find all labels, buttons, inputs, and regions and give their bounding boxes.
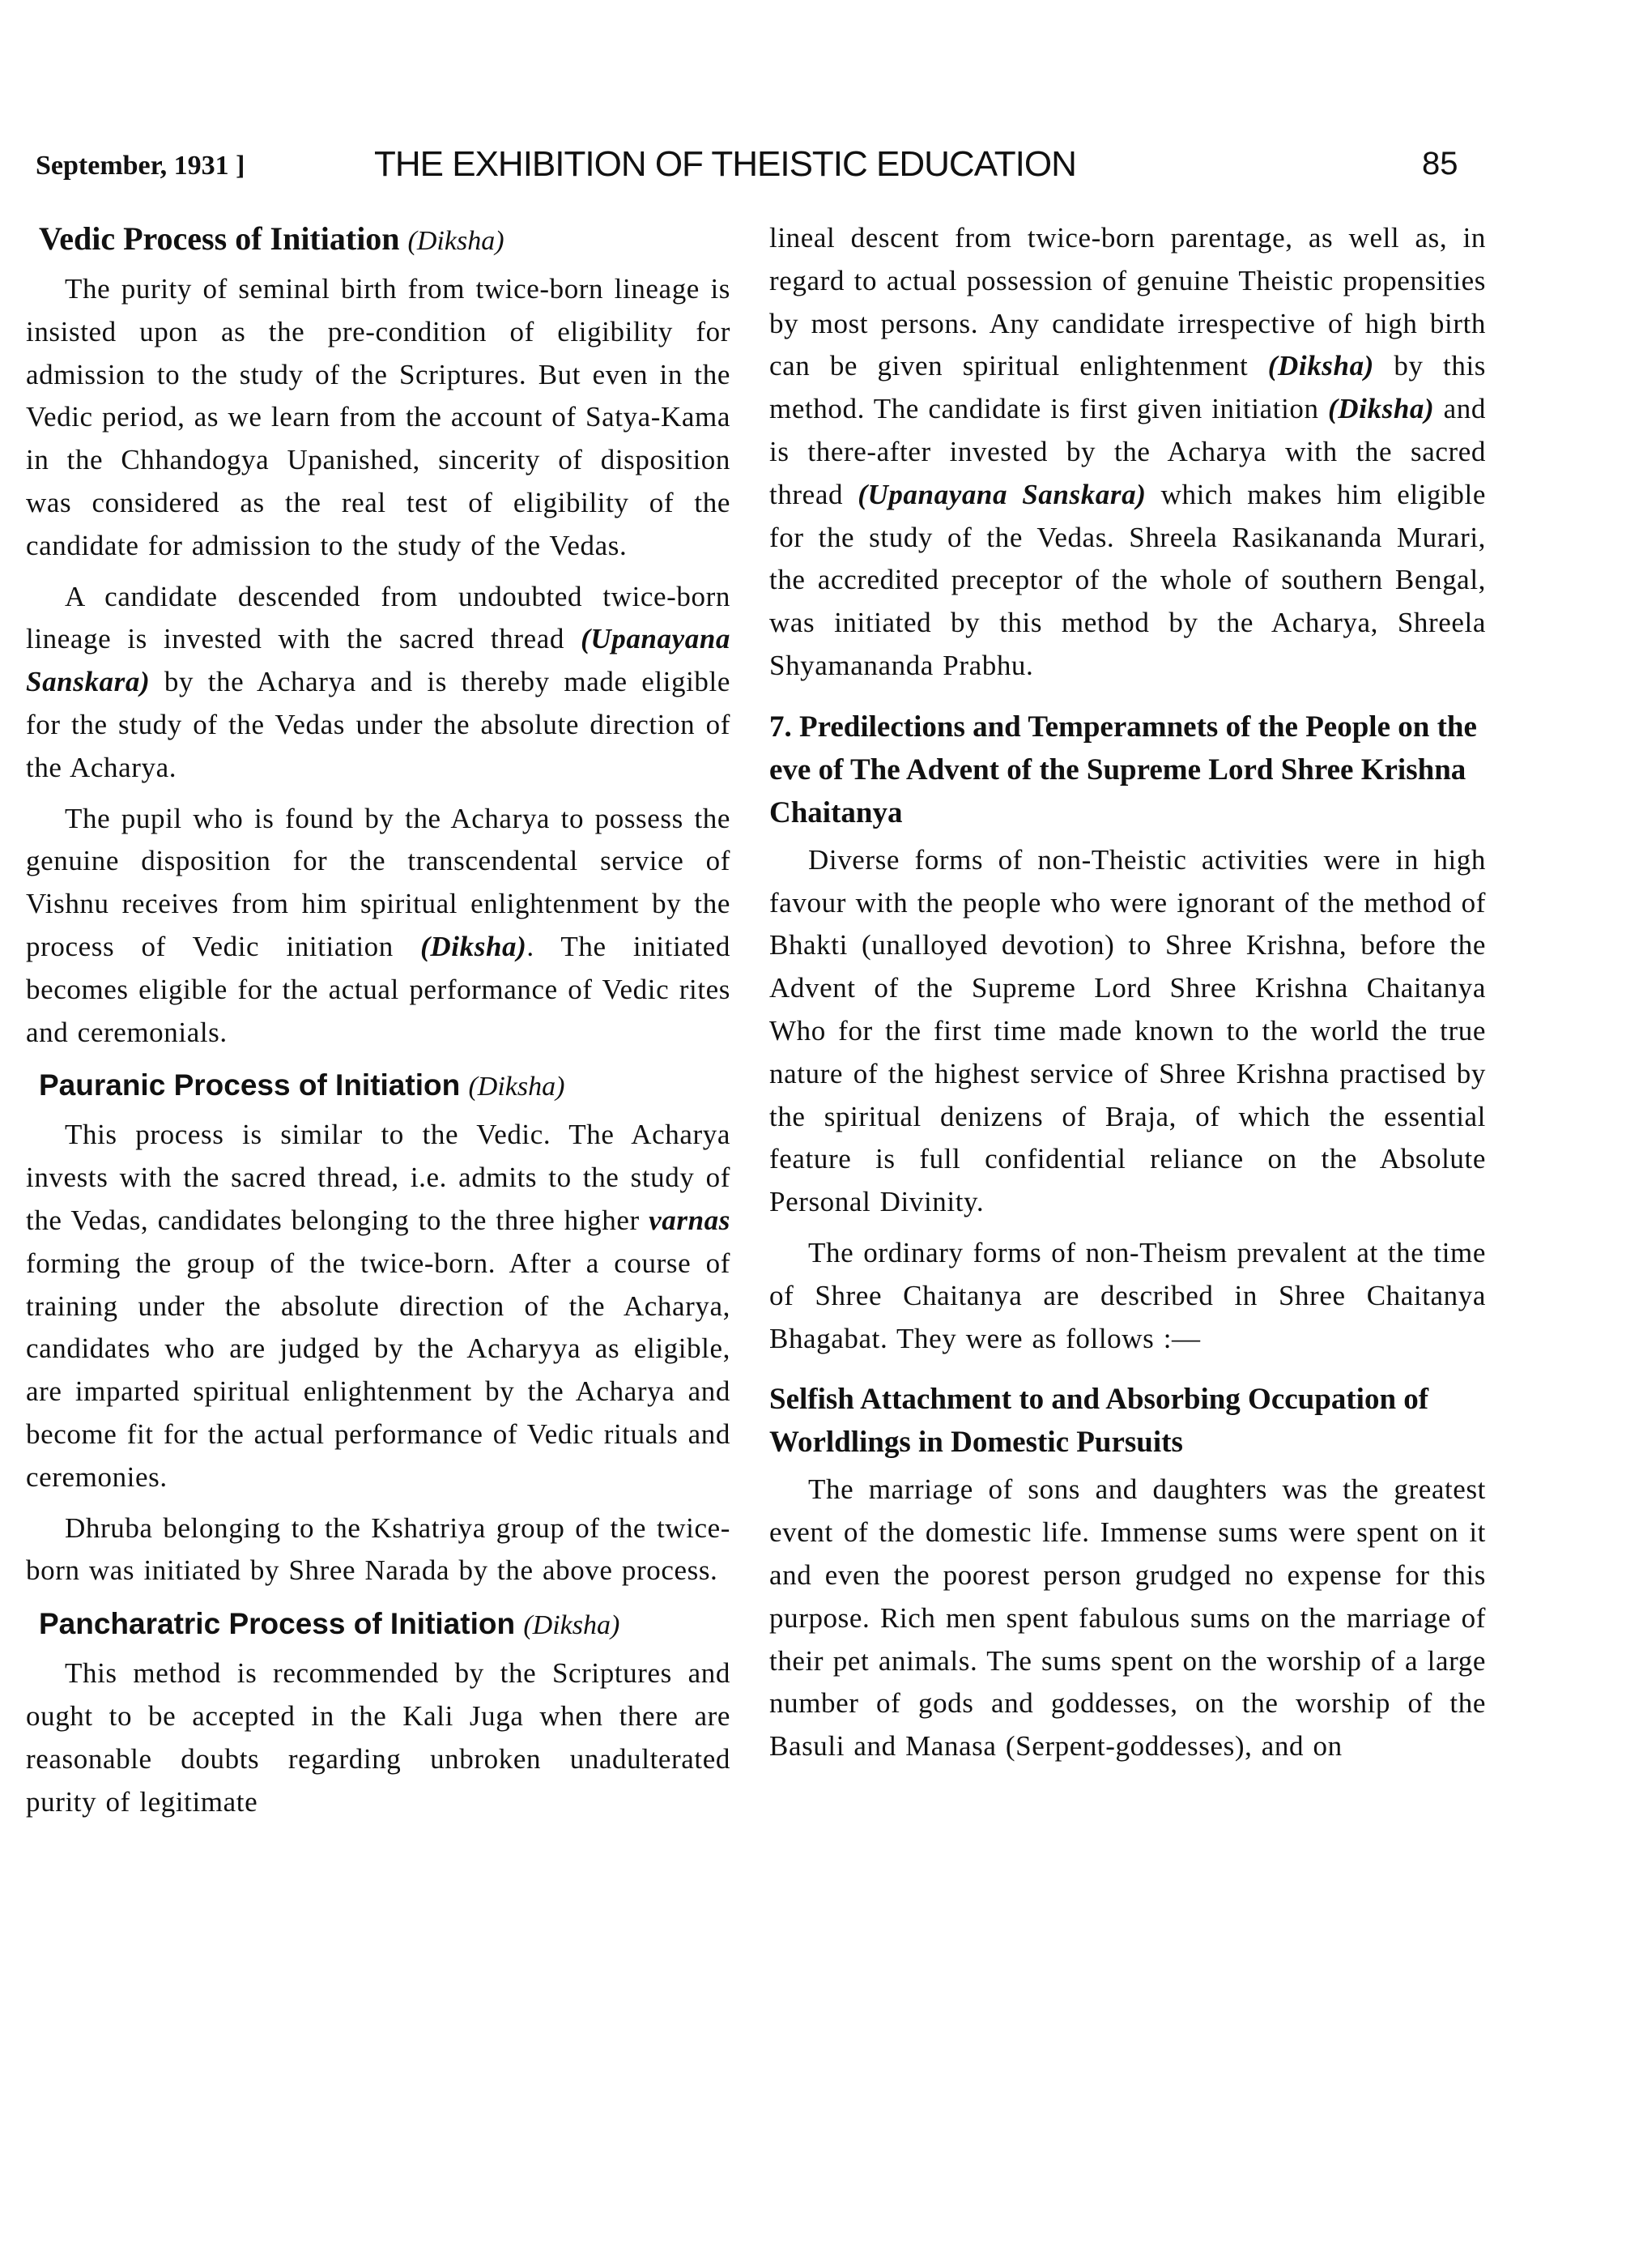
body-paragraph: [26, 576, 730, 790]
italic-term: (Diksha): [407, 226, 504, 256]
text-run: lineal descent from twice-born parentage, as well as, in regard to actual possession of genuine Theistic propensities by most persons. Any candidate irrespective of high birth can be given spiritual enlightenment: [769, 222, 1486, 382]
text-run: Selfish Attachment to and Absorbing Occupation of Worldlings in Domestic Pursuits: [769, 1383, 1429, 1460]
italic-term: (Upanayana Sanskara): [858, 478, 1147, 510]
text-run: Vedic Process of Initiation: [39, 220, 408, 257]
text-run: Pancharatric Process of Initiation: [39, 1607, 524, 1641]
text-run: 7. Predilections and Temperamnets of the People on the eve of The Advent of the Supreme Lord Shree Krishna Chaitanya: [769, 710, 1477, 829]
text-run: The pupil who is found by the Acharya to possess the genuine disposition for the transcendental service of Vishnu receives from him spiritual enlightenment by the process of Vedic initiation: [26, 802, 730, 962]
text-run: This process is similar to the Vedic. The Acharya invests with the sacred thread, i.e. admits to the study of the Vedas, candidates belonging to the three higher: [26, 1119, 730, 1236]
italic-term: (Diksha): [420, 930, 527, 962]
text-run: Diverse forms of non-Theistic activities were in high favour with the people who were ignorant of the method of Bhakti (unalloyed devotion) to Shree Krishna, before the Advent of the Supreme Lord Shree Krishna Chaitanya Who for the first time made known to the world the true nature of the highest service of Shree Krishna practised by the spiritual denizens of Braja, of which the essential feature is full confidential reliance on the Absolute Personal Divinity.: [769, 843, 1486, 1218]
running-title: THE EXHIBITION OF THEISTIC EDUCATION: [374, 144, 1076, 184]
section-heading: [769, 706, 1486, 834]
left-column: [26, 217, 730, 1831]
page-number: 85: [1422, 146, 1458, 181]
text-run: The purity of seminal birth from twice-born lineage is insisted upon as the pre-condition of eligibility for admission to the study of the Scriptures. But even in the Vedic period, as we learn from the account of Satya-Kama in the Chhandogya Upanished, sincerity of disposition was considered as the real test of eligibility of the candidate for admission to the study of the Vedas.: [26, 273, 730, 561]
text-run: by the Acharya and is thereby made eligible for the study of the Vedas under the absolute direction of the Acharya.: [26, 666, 730, 783]
section-heading: [26, 217, 730, 263]
issue-date: September, 1931 ]: [36, 151, 245, 181]
italic-term: (Diksha): [1267, 350, 1374, 382]
italic-term: varnas: [649, 1204, 730, 1236]
body-paragraph: [769, 1469, 1486, 1768]
text-run: by this method. The candidate is first given initiation: [769, 350, 1486, 425]
text-run: Pauranic Process of Initiation: [39, 1068, 469, 1102]
text-run: Dhruba belonging to the Kshatriya group of the twice-born was initiated by Shree Narada by the above process.: [26, 1511, 730, 1587]
body-paragraph: [26, 1114, 730, 1498]
body-paragraph: [26, 268, 730, 568]
italic-term: (Upanayana Sanskara): [26, 623, 730, 698]
italic-term: (Diksha): [523, 1610, 620, 1641]
italic-term: (Diksha): [1328, 393, 1435, 425]
body-paragraph: [26, 1652, 730, 1823]
text-run: A candidate descended from undoubted twice-born lineage is invested with the sacred thread: [26, 580, 730, 655]
body-paragraph: [769, 1232, 1486, 1360]
text-run: . The initiated becomes eligible for the actual performance of Vedic rites and ceremonials.: [26, 930, 730, 1048]
body-paragraph: [769, 839, 1486, 1224]
body-paragraph: [26, 1507, 730, 1593]
section-heading: [26, 1064, 730, 1109]
text-run: The marriage of sons and daughters was the greatest event of the domestic life. Immense sums were spent on it and even the poorest person grudged no expense for this purpose. Rich men spent fabulous sums on the marriage of their pet animals. The sums spent on the worship of a large number of gods and goddesses, on the worship of the Basuli and Manasa (Serpent-goddesses), and on: [769, 1473, 1486, 1763]
body-paragraph: [26, 798, 730, 1055]
text-run: which makes him eligible for the study of the Vedas. Shreela Rasikananda Murari, the accredited preceptor of the whole of southern Bengal, was initiated by this method by the Acharya, Shreela Shyamananda Prabhu.: [769, 478, 1486, 681]
text-run: The ordinary forms of non-Theism prevalent at the time of Shree Chaitanya are described in Shree Chaitanya Bhagabat. They were as follows :—: [769, 1236, 1486, 1354]
right-column: [769, 217, 1486, 1776]
italic-term: (Diksha): [468, 1072, 565, 1102]
section-heading: [26, 1602, 730, 1648]
text-run: and is there-after invested by the Acharya with the sacred thread: [769, 393, 1487, 510]
text-run: forming the group of the twice-born. After a course of training under the absolute direction of the Acharya, candidates who are judged by the Acharyya as eligible, are imparted spiritual enlightenment by the Acharya and become fit for the actual performance of Vedic rituals and ceremonies.: [26, 1247, 730, 1493]
section-heading: [769, 1378, 1486, 1464]
body-paragraph: [769, 217, 1486, 688]
text-run: This method is recommended by the Scriptures and ought to be accepted in the Kali Juga when there are reasonable doubts regarding unbroken unadulterated purity of legitimate: [26, 1657, 730, 1818]
running-header: [0, 144, 1626, 193]
